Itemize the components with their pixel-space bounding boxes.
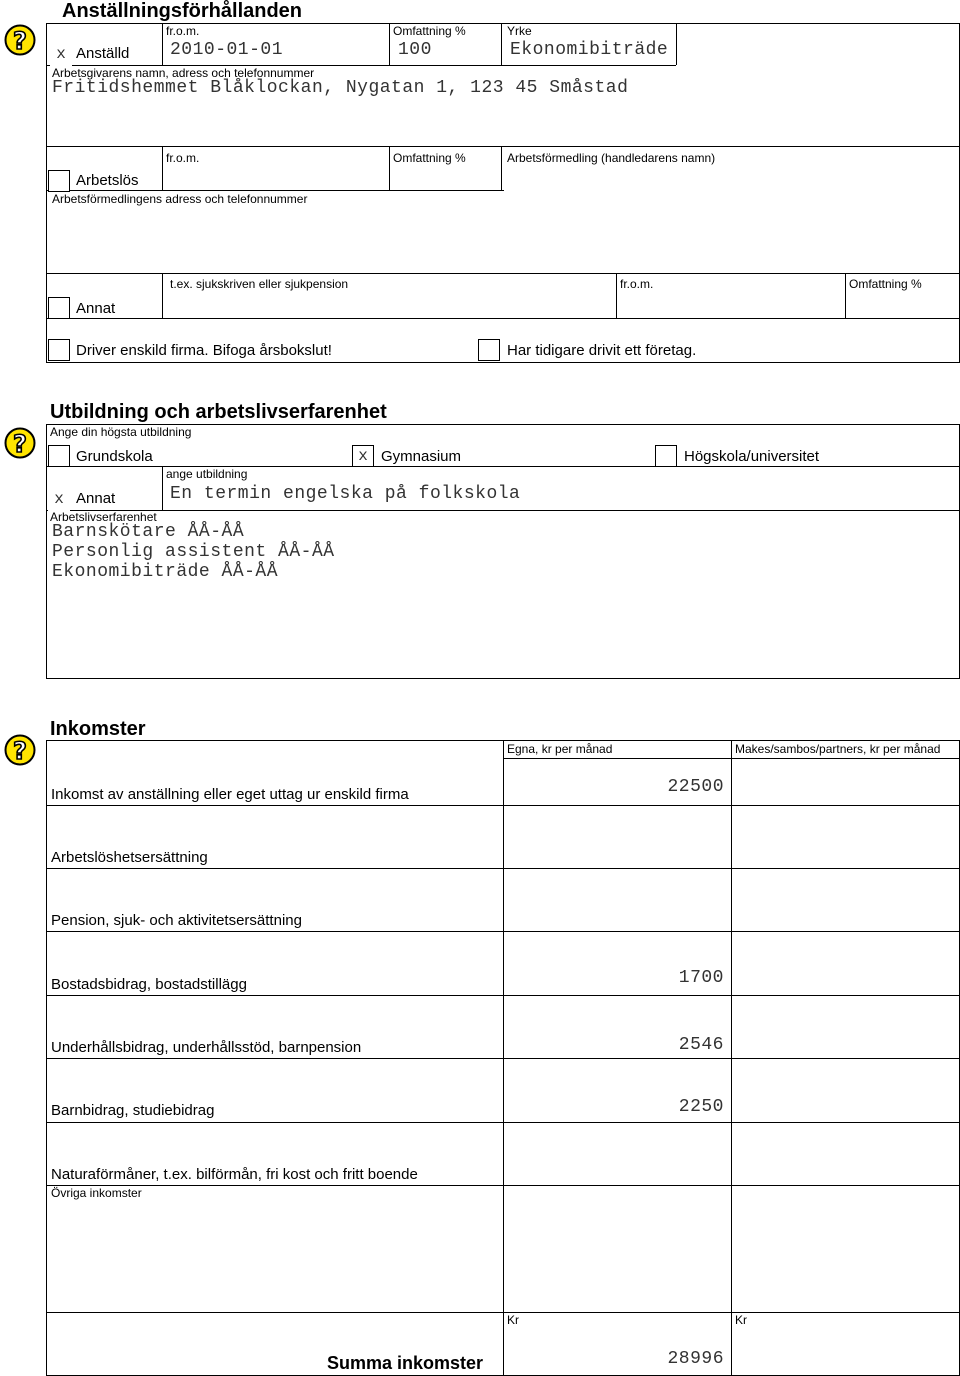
employer-label: Arbetsgivarens namn, adress och telefonnummer — [52, 66, 315, 80]
university-label: Högskola/universitet — [684, 448, 820, 465]
previous-firm-label: Har tidigare drivit ett företag. — [507, 342, 697, 359]
income-title: Inkomster — [50, 718, 146, 740]
own-income-header: Egna, kr per månad — [507, 742, 613, 756]
kr-partner-label: Kr — [735, 1313, 747, 1327]
specify-education-label: ange utbildning — [166, 467, 248, 481]
help-icon[interactable] — [4, 24, 36, 56]
occupation-label: Yrke — [507, 24, 532, 38]
income-row-own-field[interactable]: 22500 — [667, 777, 724, 797]
partner-income-header: Makes/sambos/partners, kr per månad — [735, 742, 941, 756]
education-other-checkbox[interactable]: x — [48, 489, 70, 511]
income-row-label: Naturaförmåner, t.ex. bilförmån, fri kost och fritt boende — [51, 1166, 418, 1183]
unemployed-label: Arbetslös — [76, 172, 139, 189]
unemployed-scope-label: Omfattning % — [393, 151, 466, 165]
employment-title: Anställningsförhållanden — [62, 0, 303, 22]
experience-label: Arbetslivserfarenhet — [50, 510, 157, 524]
income-row-own-field[interactable]: 2546 — [678, 1035, 724, 1055]
income-row-label: Inkomst av anställning eller eget uttag ur enskild firma — [51, 786, 409, 803]
other-checkbox[interactable] — [48, 297, 70, 319]
income-row-label: Pension, sjuk- och aktivitetsersättning — [51, 912, 302, 929]
from-label: fr.o.m. — [166, 24, 200, 38]
experience-line[interactable]: Barnskötare ÅÅ-ÅÅ — [52, 522, 245, 542]
other-income-label: Övriga inkomster — [51, 1186, 142, 1200]
occupation-field[interactable]: Ekonomibiträde — [510, 40, 669, 60]
experience-line[interactable]: Personlig assistent ÅÅ-ÅÅ — [52, 542, 335, 562]
unemployed-checkbox[interactable] — [48, 170, 70, 192]
help-icon[interactable] — [4, 734, 36, 766]
income-row-label: Bostadsbidrag, bostadstillägg — [51, 976, 247, 993]
other-from-label: fr.o.m. — [620, 277, 654, 291]
employed-label: Anställd — [76, 45, 130, 62]
help-icon[interactable] — [4, 427, 36, 459]
education-title: Utbildning och arbetslivserfarenhet — [50, 401, 387, 423]
from-date-field[interactable]: 2010-01-01 — [170, 40, 284, 60]
kr-own-label: Kr — [507, 1313, 519, 1327]
other-scope-label: Omfattning % — [849, 277, 922, 291]
sum-own-field[interactable]: 28996 — [667, 1349, 724, 1369]
agency-address-label: Arbetsförmedlingens adress och telefonnummer — [52, 192, 308, 206]
employed-checkbox[interactable]: x — [50, 44, 72, 66]
agency-label: Arbetsförmedling (handledarens namn) — [507, 151, 716, 165]
unemployed-from-label: fr.o.m. — [166, 151, 200, 165]
experience-line[interactable]: Ekonomibiträde ÅÅ-ÅÅ — [52, 562, 279, 582]
income-row-own-field[interactable]: 2250 — [678, 1097, 724, 1117]
highest-education-label: Ange din högsta utbildning — [50, 425, 192, 439]
other-label: Annat — [76, 300, 116, 317]
own-firm-checkbox[interactable] — [48, 339, 70, 361]
unemployed-box — [46, 146, 960, 274]
income-row-label: Barnbidrag, studiebidrag — [51, 1102, 215, 1119]
sum-income-label: Summa inkomster — [327, 1353, 484, 1373]
primary-school-checkbox[interactable] — [48, 445, 70, 467]
scope-label: Omfattning % — [393, 24, 466, 38]
own-firm-label: Driver enskild firma. Bifoga årsbokslut! — [76, 342, 332, 359]
employer-field[interactable]: Fritidshemmet Blåklockan, Nygatan 1, 123 45 Småstad — [52, 78, 629, 98]
education-other-field[interactable]: En termin engelska på folkskola — [170, 484, 521, 504]
primary-school-label: Grundskola — [76, 448, 153, 465]
education-other-label: Annat — [76, 490, 116, 507]
income-row-own-field[interactable]: 1700 — [678, 968, 724, 988]
income-row-label: Underhållsbidrag, underhållsstöd, barnpension — [51, 1039, 362, 1056]
scope-field[interactable]: 100 — [398, 40, 432, 60]
previous-firm-checkbox[interactable] — [478, 339, 500, 361]
other-hint-label: t.ex. sjukskriven eller sjukpension — [170, 277, 349, 291]
gymnasium-checkbox[interactable]: x — [352, 445, 374, 467]
university-checkbox[interactable] — [655, 445, 677, 467]
gymnasium-label: Gymnasium — [381, 448, 462, 465]
income-row-label: Arbetslöshetsersättning — [51, 849, 208, 866]
